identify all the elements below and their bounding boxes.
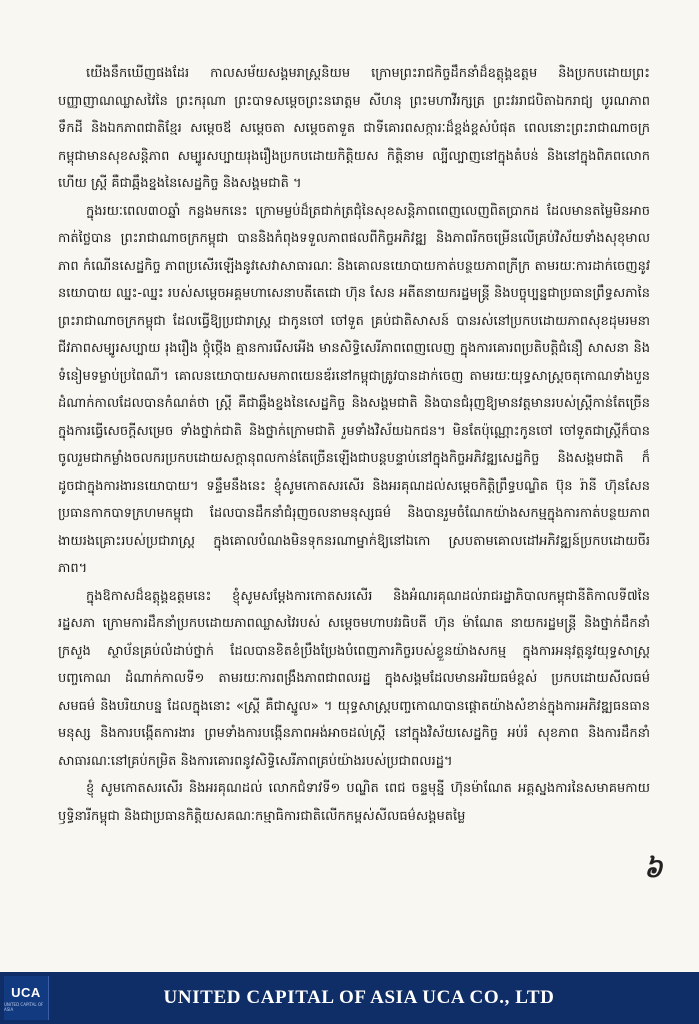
paragraph-3-text: ក្នុងឱកាសដ៏ឧត្តុង្គឧត្តមនេះ ខ្ញុំសូមសម្តែងការកោតសរសើរ និងអំណរគុណដល់រាជរដ្ឋាភិបាលកម្ពុជានីតិកាលទី៧នៃរដ្ឋសភា ក្រោមការដឹកនាំប្រកបដោយភាពឈ្លាសវៃរបស់ សម្តេចមហាបវរធិបតី ហ៊ុន ម៉ាណែត នាយករដ្ឋមន្ត្រី និងថ្នាក់ដឹកនាំក្រសួង ស្ថាប័នគ្រប់លំដាប់ថ្នាក់ ដែលបានខិតខំប្រឹងប្រែងបំពេញភារកិច្ចរបស់ខ្លួនយ៉ាងសកម្ម ក្នុងការអនុវត្តនូវយុទ្ធសាស្ត្របញ្ចកោណ ដំណាក់កាលទី១ តាមរយៈការពង្រឹងភាពជាពលរដ្ឋ ក្នុងសង្គមដែលមានអរិយធម៌ខ្ពស់ ប្រកបដោយសីលធម៌ សមធម៌ និងបរិយាបន្ន ដែលក្នុងនោះ «ស្ត្រី គឺជាស្នូល» ។ យុទ្ធសាស្ត្របញ្ចកោណបានផ្តោតយ៉ាងសំខាន់ក្នុងការអភិវឌ្ឍធនធានមនុស្ស និងការបង្កើតការងារ ព្រមទាំងការបង្កើនភាពអង់អាចដល់ស្ត្រី នៅក្នុងវិស័យសេដ្ឋកិច្ច អប់រំ សុខភាព និងការដឹកនាំសាធារណៈនៅគ្រប់កម្រិត និងការគោរពនូវសិទ្ធិសេរីភាពគ្រប់យ៉ាងរបស់ប្រជាពលរដ្ឋ។: [58, 588, 650, 769]
paragraph-1: [58, 60, 650, 198]
paragraph-2-text: ក្នុងរយៈពេល៣០ឆ្នាំ កន្លងមកនេះ ក្រោមម្លប់ដ៏ត្រជាក់ត្រជុំនៃសុខសន្តិភាពពេញលេញ​ពិតប្រាកដ ដែលមានតម្លៃមិនអាចកាត់ថ្លៃបាន ព្រះរាជាណាចក្រកម្ពុជា បាននិងកំពុងទទួលភាពផលពីកិច្ចអភិវឌ្ឍ និងភាពរីកចម្រើនលើគ្រប់វិស័យទាំងសុខុមាលភាព កំណើនសេដ្ឋកិច្ច ភាពប្រសើរឡើងនូវសេវាសាធារណៈ និងគោលនយោបាយកាត់បន្ថយភាពក្រីក្រ តាមរយៈការដាក់ចេញនូវនយោបាយ ឈ្នះ-ឈ្នះ របស់សម្តេចអគ្គមហាសេនាបតីតេជោ ហ៊ុន សែន អតីតនាយករដ្ឋមន្ត្រី និងបច្ចុប្បន្នជាប្រធានព្រឹទ្ធសភានៃព្រះរាជាណាចក្រកម្ពុជា ដែលធ្វើឱ្យប្រជារាស្ត្រ ជាកូនចៅ ចៅទួត គ្រប់ជាតិសាសន៍ បានរស់នៅប្រកបដោយភាពសុខដុមរមនា ជីវភាពសម្បូរសប្បាយ រុងរឿង ថ្កុំថ្កើង គ្មានការរើសអើង មានសិទ្ធិសេរីភាពពេញលេញ ក្នុងការគោរពប្រតិបត្តិជំនឿ សាសនា និងទំនៀមទម្លាប់ប្រពៃណី។ គោលនយោបាយសមភាពយេនឌ័រនៅកម្ពុជាត្រូវបានដាក់ចេញ តាមរយៈយុទ្ធសាស្ត្រចតុកោណទាំងបួនដំណាក់កាលដែលបានកំណត់ថា ស្ត្រី គឺជាឆ្អឹងខ្នងនៃសេដ្ឋកិច្ច និងសង្គមជាតិ និងបានជំរុញឱ្យមានវត្តមានរបស់ស្ត្រីកាន់តែច្រើន ក្នុងការធ្វើសេចក្តីសម្រេច ទាំងថ្នាក់ជាតិ និងថ្នាក់ក្រោមជាតិ រួមទាំងវិស័យឯកជន។ មិនតែប៉ុណ្ណោះកូនចៅ ចៅទួតជាស្ត្រីក៏បានចូលរួមជាកម្លាំងចលករប្រកបដោយសក្តានុពលកាន់តែច្រើនឡើងជាបន្តបន្ទាប់នៅក្នុងកិច្ចអភិវឌ្ឍសេដ្ឋកិច្ច និងសង្គមជាតិ ក៏ដូចជាក្នុងការងារនយោបាយ។ ទន្ទឹមនឹងនេះ ខ្ញុំសូមកោតសរសើរ និងអរគុណដល់សម្តេចកិត្តិព្រឹទ្ធបណ្ឌិត ប៊ុន រ៉ានី ហ៊ុនសែន ប្រធានកាកបាទក្រហមកម្ពុជា ដែលបានដឹកនាំជំរុញចលនាមនុស្សធម៌ និងបានរួមចំណែកយ៉ាងសកម្មក្នុងការកាត់បន្ថយភាពងាយរងគ្រោះរបស់ប្រជារាស្ត្រ ក្នុងគោលបំណងមិនទុកនរណាម្នាក់ឱ្យនៅឯកោ ស្របតាមគោលដៅអភិវឌ្ឍន៍ប្រកបដោយចីរភាព។: [58, 203, 650, 576]
body-text: [58, 60, 650, 830]
page-number: ៦: [644, 854, 663, 884]
company-name: UNITED CAPITAL OF ASIA UCA CO., LTD: [163, 987, 555, 1008]
logo-text: UCA: [11, 984, 41, 1000]
paragraph-3: [58, 583, 650, 776]
company-logo-icon: [4, 976, 49, 1020]
footer-banner: [0, 972, 699, 1024]
paragraph-4-text: ខ្ញុំ សូមកោតសរសើរ និងអរគុណដល់ លោកជំទាវទី១ បណ្ឌិត ពេជ ចន្ទមុន្នី ហ៊ុនម៉ាណែត អគ្គស្នងការនៃសមាគមកាយឫទ្ធិនារីកម្ពុជា និងជាប្រធានកិត្តិយសគណៈកម្មាធិការជាតិលើកកម្ពស់សីលធម៌សង្គមតម្លៃ: [58, 781, 650, 824]
paragraph-1-text: យើងនឹកឃើញផងដែរ កាលសម័យសង្គមរាស្ត្រនិយម ក្រោមព្រះរាជកិច្ចដឹកនាំដ៏ឧត្តុង្គឧត្តម និងប្រកបដោយព្រះបញ្ញាញាណឈ្លាសវៃនៃ ព្រះករុណា ព្រះបាទសម្តេចព្រះនរោត្តម សីហនុ ព្រះមហាវីរក្សត្រ ព្រះវររាជបិតាឯករាជ្យ បូរណភាពទឹកដី និងឯកភាពជាតិខ្មែរ សម្តេចឪ សម្តេចតា សម្តេចតាទួត ជាទីគោរពសក្ការៈដ៏ខ្ពង់ខ្ពស់បំផុត ពេលនោះព្រះរាជាណាចក្រកម្ពុជាមានសុខសន្តិភាព សម្បូរសប្បាយរុងរឿងប្រកបដោយកិត្តិយស កិត្តិនាម ល្បីល្បាញនៅក្នុងតំបន់ និងនៅក្នុងពិភពលោក ហើយ ស្ត្រី គឺជាឆ្អឹងខ្នងនៃសេដ្ឋកិច្ច និងសង្គមជាតិ ។: [58, 66, 650, 191]
paragraph-2: [58, 198, 650, 583]
paragraph-4: [58, 775, 650, 830]
logo-subtext: UNITED CAPITAL OF ASIA: [4, 1001, 44, 1012]
